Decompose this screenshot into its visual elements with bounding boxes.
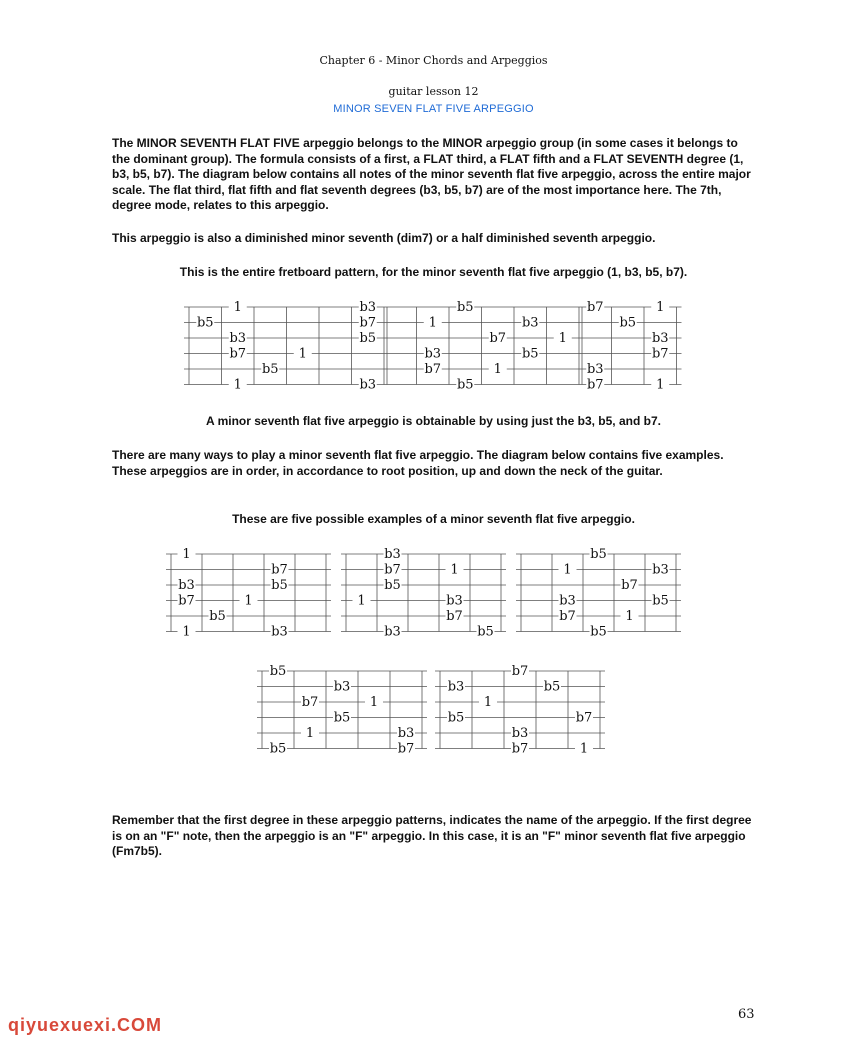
arpeggio-note: b5 [359, 331, 377, 346]
arpeggio-note: b3 [359, 300, 377, 315]
arpeggio-note: b7 [586, 377, 604, 393]
page-number: 63 [738, 1007, 755, 1022]
arpeggio-note: 1 [579, 741, 589, 757]
arpeggio-note: 1 [450, 562, 459, 578]
fretboard-full [184, 300, 682, 393]
arpeggio-note: b7 [446, 609, 463, 624]
arpeggio-note: b3 [521, 315, 539, 331]
arpeggio-note: b3 [178, 578, 195, 593]
examples-caption: These are five possible examples of a minor seventh flat five arpeggio. [232, 512, 635, 526]
arpeggio-note: 1 [182, 624, 191, 640]
arpeggio-note: b7 [586, 300, 604, 315]
arpeggio-note: b3 [424, 346, 442, 362]
arpeggio-note: 1 [558, 331, 567, 346]
example-diagram-1 [166, 547, 331, 640]
arpeggio-note: 1 [428, 315, 437, 331]
watermark-logo: qiyuexuexi.COM [8, 1015, 163, 1035]
arpeggio-note: b3 [652, 562, 669, 578]
arpeggio-note: b3 [446, 593, 463, 609]
arpeggio-note: b7 [397, 741, 415, 757]
arpeggio-note: 1 [233, 300, 242, 315]
arpeggio-note: b5 [196, 315, 214, 331]
arpeggio-note: b5 [261, 362, 279, 377]
arpeggio-note: b5 [333, 710, 351, 726]
arpeggio-note: b3 [651, 331, 669, 346]
arpeggio-note: b7 [229, 346, 247, 362]
arpeggio-note: b3 [384, 547, 401, 562]
lesson-label: guitar lesson 12 [388, 85, 479, 98]
arpeggio-note: b3 [586, 362, 604, 377]
example-diagram-5 [435, 664, 605, 757]
arpeggio-note: b3 [271, 624, 288, 640]
dim-paragraph: This arpeggio is also a diminished minor seventh (dim7) or a half diminished seventh arpeggio. [112, 231, 656, 245]
obtainable-caption: A minor seventh flat five arpeggio is obtainable by using just the b3, b5, and b7. [206, 414, 661, 428]
arpeggio-note: b7 [511, 741, 529, 757]
arpeggio-note: b5 [477, 624, 494, 640]
arpeggio-note: b7 [621, 578, 638, 593]
arpeggio-note: 1 [305, 726, 315, 741]
arpeggio-note: b7 [651, 346, 669, 362]
arpeggio-note: b3 [229, 331, 247, 346]
arpeggio-note: b5 [619, 315, 637, 331]
arpeggio-note: b3 [384, 624, 401, 640]
arpeggio-note: 1 [563, 562, 572, 578]
arpeggio-note: 1 [656, 377, 665, 393]
arpeggio-note: b3 [359, 377, 377, 393]
arpeggio-note: b3 [333, 679, 351, 695]
arpeggio-note: 1 [233, 377, 242, 393]
arpeggio-note: 1 [244, 593, 253, 609]
arpeggio-note: b7 [511, 664, 529, 679]
arpeggio-note: b7 [489, 331, 507, 346]
arpeggio-note: b5 [652, 593, 669, 609]
arpeggio-note: b7 [178, 593, 195, 609]
arpeggio-note: 1 [656, 300, 665, 315]
arpeggio-note: b7 [559, 609, 576, 624]
arpeggio-note: b5 [447, 710, 465, 726]
arpeggio-note: b5 [384, 578, 401, 593]
arpeggio-note: 1 [357, 593, 366, 609]
example-diagram-3 [516, 547, 681, 640]
arpeggio-note: b3 [559, 593, 576, 609]
arpeggio-note: b3 [397, 726, 415, 741]
arpeggio-note: 1 [182, 547, 191, 562]
arpeggio-note: b5 [209, 609, 226, 624]
arpeggio-note: b5 [456, 300, 474, 315]
arpeggio-note: b5 [543, 679, 561, 695]
arpeggio-note: b5 [521, 346, 539, 362]
arpeggio-note: 1 [483, 695, 493, 710]
arpeggio-note: b3 [511, 726, 529, 741]
arpeggio-note: b5 [456, 377, 474, 393]
arpeggio-note: 1 [298, 346, 307, 362]
arpeggio-note: b5 [269, 664, 287, 679]
intro-paragraph: The MINOR SEVENTH FLAT FIVE arpeggio belongs to the MINOR arpeggio group (in some cases it belongs to the dominant group). The formula consists of a first, a FLAT third, a FLAT fifth and a FLAT SEVENTH degree (1, b3, b5, b7). The diagram below contains all notes of the minor seventh flat five arpeggio, across the entire major scale. The flat third, flat fifth and flat seventh degrees (b3, b5, b7) are of the most importance here. The 7th, degree mode, relates to this arpeggio. [112, 136, 751, 212]
fretboard-caption: This is the entire fretboard pattern, for the minor seventh flat five arpeggio (1, b3, b5, b7). [179, 265, 688, 279]
arpeggio-note: b7 [359, 315, 377, 331]
remember-paragraph: Remember that the first degree in these arpeggio patterns, indicates the name of the arpeggio. If the first degree is on an "F" note, then the arpeggio is an "F" arpeggio. In this case, it is an "F" minor seventh flat five arpeggio (Fm7b5). [112, 813, 752, 858]
arpeggio-note: b7 [271, 562, 288, 578]
chapter-header: Chapter 6 - Minor Chords and Arpeggios [319, 54, 548, 67]
arpeggio-note: b7 [301, 695, 319, 710]
example-diagram-2 [341, 547, 506, 640]
arpeggio-note: b5 [269, 741, 287, 757]
arpeggio-note: b7 [384, 562, 401, 578]
arpeggio-note: b7 [424, 362, 442, 377]
arpeggio-note: 1 [625, 609, 634, 624]
arpeggio-note: b5 [590, 624, 607, 640]
ways-paragraph: There are many ways to play a minor seventh flat five arpeggio. The diagram below contains five examples. These arpeggios are in order, in accordance to root position, up and down the neck of the guitar. [112, 448, 724, 478]
arpeggio-note: b3 [447, 679, 465, 695]
arpeggio-note: 1 [369, 695, 379, 710]
page-title: MINOR SEVEN FLAT FIVE ARPEGGIO [333, 103, 534, 115]
arpeggio-note: b5 [590, 547, 607, 562]
arpeggio-note: b5 [271, 578, 288, 593]
arpeggio-note: b7 [575, 710, 593, 726]
arpeggio-note: 1 [493, 362, 502, 377]
example-diagram-4 [257, 664, 427, 757]
